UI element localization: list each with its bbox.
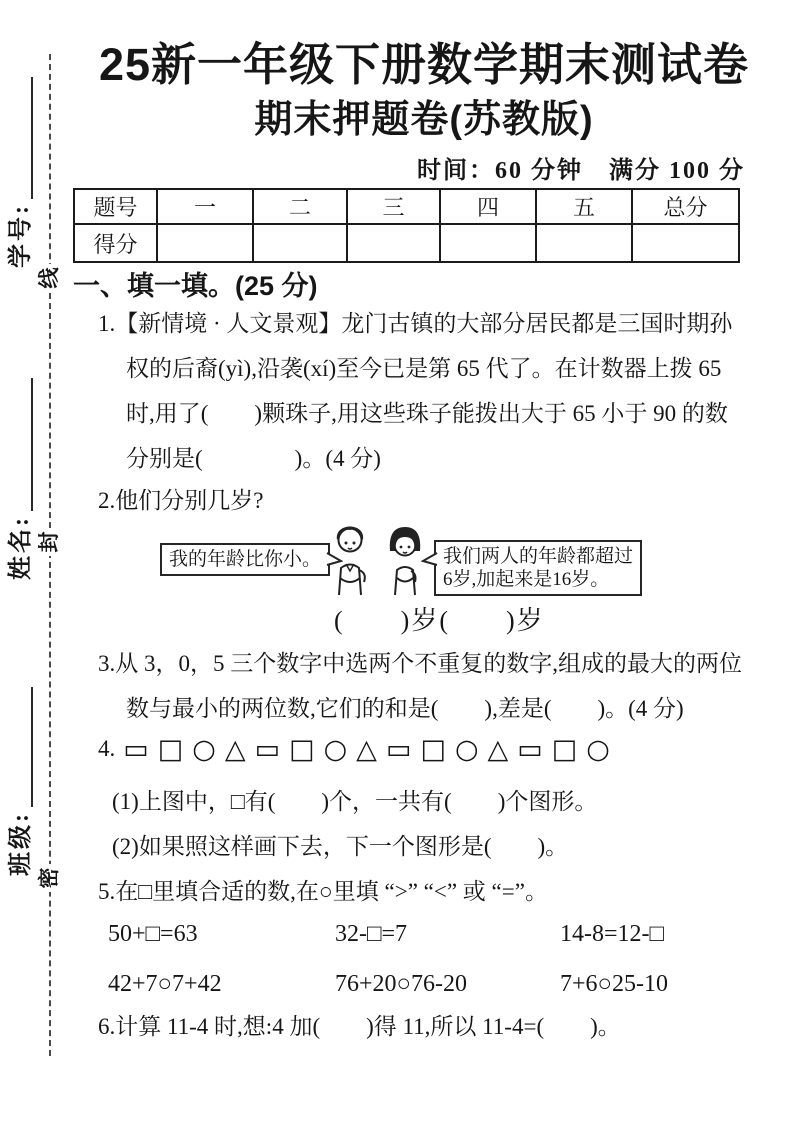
- question-3: [98, 641, 742, 731]
- score-table-header-cell: 五: [536, 189, 632, 224]
- score-table-header-cell: 三: [347, 189, 440, 224]
- speech-tail-left-icon: [421, 550, 438, 568]
- page-subtitle: 期末押题卷(苏教版): [254, 99, 594, 141]
- speech-bubble-right: [434, 540, 642, 596]
- speech-bubble-right-text: 6岁,加起来是16岁。: [443, 569, 610, 590]
- class-field: [6, 670, 36, 876]
- class-blank-line: [7, 687, 33, 807]
- score-cell-empty: [632, 224, 739, 262]
- score-table-header-cell: 四: [440, 189, 536, 224]
- score-table-header-cell: 一: [157, 189, 253, 224]
- question-1: [98, 301, 732, 481]
- name-label: 姓名:: [8, 515, 34, 580]
- score-table-score-row: [74, 224, 739, 262]
- equation: 42+7○7+42: [108, 971, 222, 997]
- equation: 32-□=7: [335, 921, 408, 947]
- page-title: 25新一年级下册数学期末测试卷: [98, 39, 750, 90]
- boy-figure: [326, 518, 374, 596]
- score-table-header-row: [74, 189, 739, 224]
- shape-sequence-glyphs: ▭□○△▭□○△▭□○△▭□○: [123, 734, 619, 765]
- question-2-prompt: 2.他们分别几岁?: [98, 488, 264, 513]
- question-4-sub1: (1)上图中，□有( )个，一共有( )个图形。: [112, 789, 598, 814]
- question-5-intro: 5.在□里填合适的数,在○里填 “>” “<” 或 “=”。: [98, 879, 548, 904]
- score-cell-empty: [253, 224, 347, 262]
- question-5-row-2: [108, 971, 748, 1003]
- question-4-number: 4.: [98, 736, 116, 761]
- question-2-answer-blanks: ( )岁( )岁: [334, 606, 545, 635]
- question-6: 6.计算 11-4 时,想:4 加( )得 11,所以 11-4=( )。: [98, 1014, 621, 1039]
- speech-bubble-left: [160, 543, 330, 576]
- question-4-shape-sequence: [98, 734, 619, 765]
- student-id-label: 学号:: [8, 203, 34, 268]
- class-label: 班级:: [8, 811, 34, 876]
- section-one-heading: 一、填一填。(25 分): [73, 271, 318, 301]
- speech-bubble-left-text: 我的年龄比你小。: [169, 549, 322, 570]
- equation: 50+□=63: [108, 921, 198, 947]
- equation: 14-8=12-□: [560, 921, 665, 947]
- student-id-blank-line: [7, 77, 33, 199]
- question-3-line: 3.从 3，0，5 三个数字中选两个不重复的数字,组成的最大的两位: [98, 651, 742, 676]
- equation: 76+20○76-20: [335, 971, 468, 997]
- seal-char-mi: 密: [35, 864, 63, 892]
- score-table-header-cell: 二: [253, 189, 347, 224]
- question-1-line: 分别是( )。(4 分): [126, 446, 381, 471]
- score-row-label: 得分: [74, 224, 157, 262]
- question-5-row-1: [108, 921, 748, 953]
- score-table-header-cell: 题号: [74, 189, 157, 224]
- score-table: [73, 188, 740, 263]
- score-cell-empty: [347, 224, 440, 262]
- question-2-illustration: [158, 516, 670, 600]
- score-cell-empty: [440, 224, 536, 262]
- question-1-line: 权的后裔(yì),沿袭(xí)至今已是第 65 代了。在计数器上拨 65: [126, 356, 722, 381]
- student-id-field: [6, 58, 36, 268]
- seal-char-xian: 线: [35, 264, 63, 292]
- question-4-sub2: (2)如果照这样画下去，下一个图形是( )。: [112, 834, 569, 859]
- exam-time-score-info: 时间：60 分钟 满分 100 分: [417, 158, 745, 184]
- score-table-header-cell: 总分: [632, 189, 739, 224]
- equation: 7+6○25-10: [560, 971, 669, 997]
- score-cell-empty: [157, 224, 253, 262]
- speech-bubble-right-text: 我们两人的年龄都超过: [443, 546, 634, 567]
- question-1-line: 1.【新情境 · 人文景观】龙门古镇的大部分居民都是三国时期孙: [98, 311, 733, 336]
- score-cell-empty: [536, 224, 632, 262]
- name-field: [6, 355, 36, 580]
- question-1-line: 时,用了( )颗珠子,用这些珠子能拨出大于 65 小于 90 的数: [126, 401, 728, 426]
- seal-char-feng: 封: [35, 528, 63, 556]
- question-3-line: 数与最小的两位数,它们的和是( ),差是( )。(4 分): [126, 696, 684, 721]
- name-blank-line: [7, 378, 33, 511]
